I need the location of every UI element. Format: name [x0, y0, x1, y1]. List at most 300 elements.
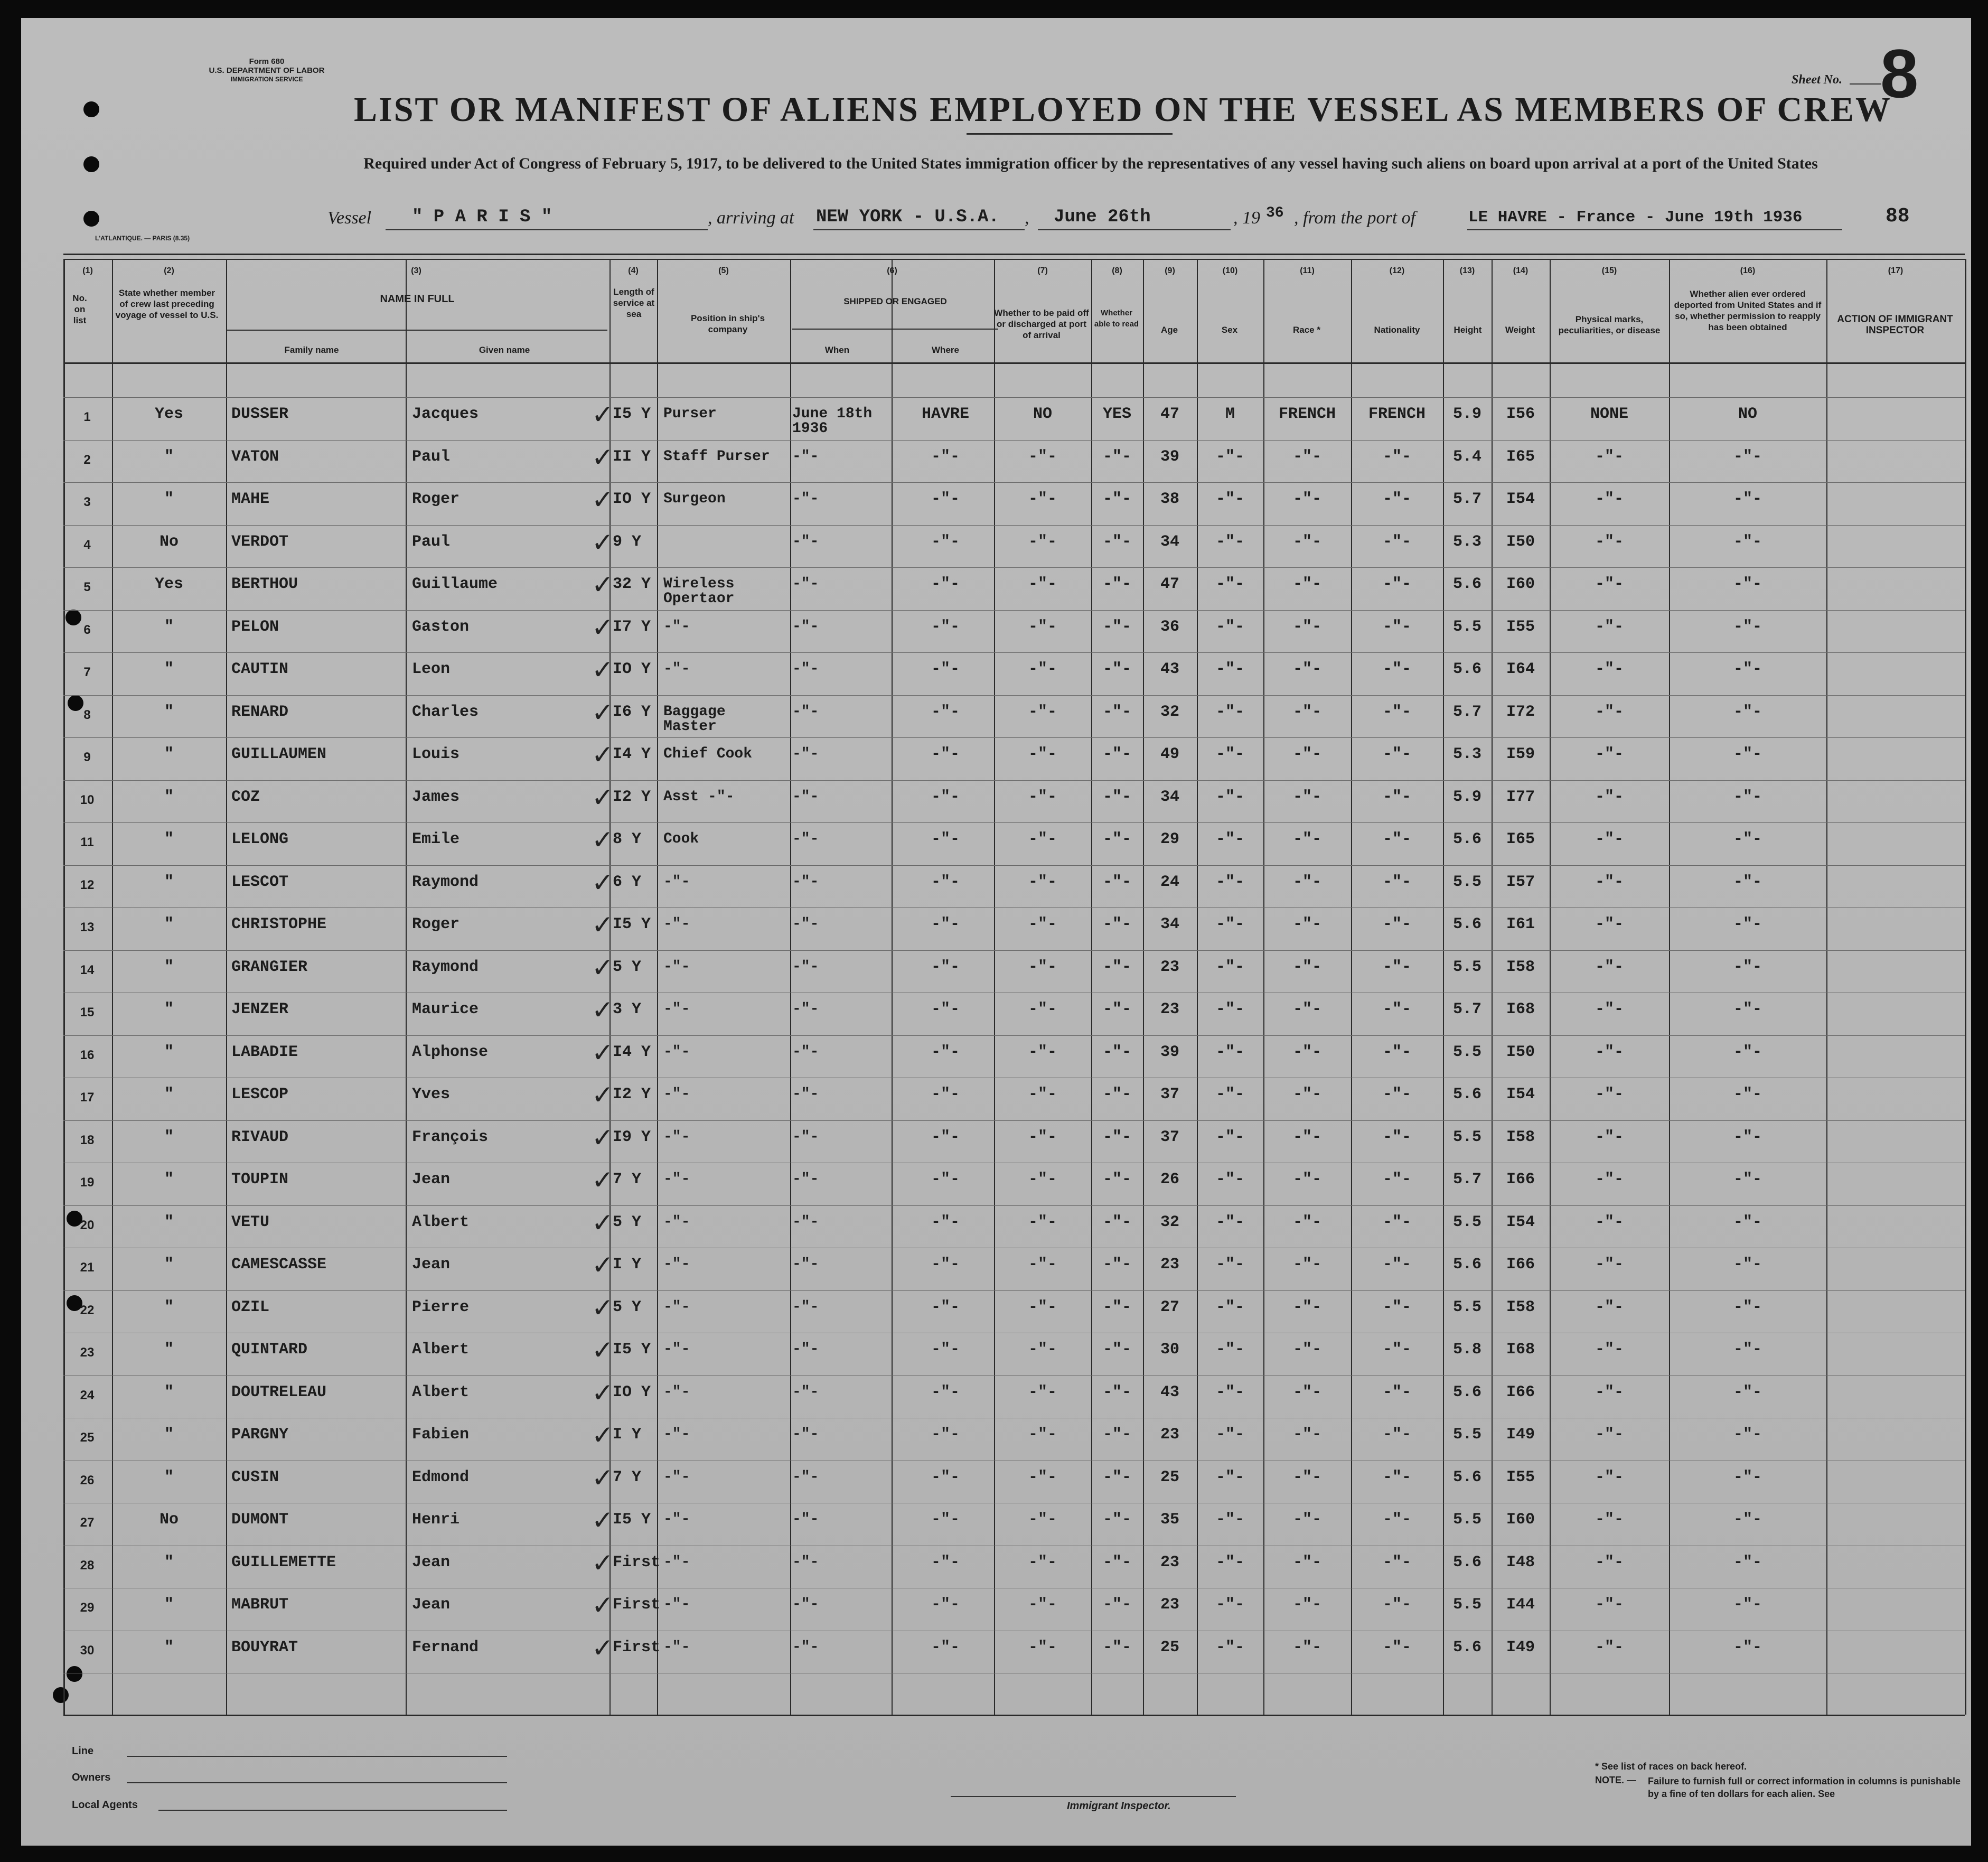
shipped-when-cell: -"-	[792, 1298, 819, 1315]
position-cell: -"-	[663, 1341, 690, 1358]
height-cell: 5.6	[1452, 575, 1481, 593]
position-cell: -"-	[663, 1256, 690, 1272]
deported-cell: -"-	[1733, 617, 1762, 636]
column-rule	[1091, 259, 1092, 1715]
race-cell: -"-	[1292, 1171, 1321, 1189]
row-number: 12	[80, 877, 95, 892]
row-number: 2	[83, 452, 91, 467]
able-to-read-cell: -"-	[1102, 745, 1131, 763]
column-rule	[790, 259, 791, 1715]
able-to-read-cell: -"-	[1102, 1638, 1131, 1657]
header-when: When	[824, 345, 850, 355]
given-name-cell: Jean	[412, 1553, 451, 1571]
position-cell: -"-	[663, 1468, 690, 1485]
height-cell: 5.5	[1452, 958, 1481, 976]
service-length-cell: 3 Y	[613, 1000, 642, 1018]
previous-voyage-cell: "	[164, 1426, 174, 1444]
position-cell: -"-	[663, 1426, 690, 1443]
nationality-cell: -"-	[1382, 1341, 1411, 1359]
nationality-cell: -"-	[1382, 1171, 1411, 1189]
age-cell: 23	[1160, 1256, 1179, 1274]
previous-voyage-cell: "	[164, 873, 174, 891]
height-cell: 5.6	[1452, 1383, 1481, 1401]
paid-off-cell: -"-	[1028, 1213, 1057, 1231]
deported-cell: -"-	[1733, 703, 1762, 721]
checkmark-icon: ✓	[592, 1420, 614, 1451]
height-cell: 5.9	[1452, 405, 1481, 423]
shipped-where-cell: HAVRE	[921, 405, 969, 423]
given-name-cell: James	[412, 788, 460, 806]
shipped-where-cell: -"-	[931, 447, 960, 466]
family-name-cell: GUILLAUMEN	[231, 745, 327, 763]
printer-mark: L'ATLANTIQUE. — PARIS (8.35)	[95, 235, 190, 242]
checkmark-icon: ✓	[592, 910, 614, 940]
height-cell: 5.3	[1452, 745, 1481, 763]
given-name-cell: Jean	[412, 1256, 451, 1274]
race-cell: -"-	[1292, 617, 1321, 636]
paid-off-cell: -"-	[1028, 788, 1057, 806]
position-cell: -"-	[663, 1128, 690, 1145]
able-to-read-cell: YES	[1102, 405, 1131, 423]
family-name-cell: DUSSER	[231, 405, 289, 423]
row-number: 8	[83, 707, 91, 722]
shipped-when-cell: -"-	[792, 1043, 819, 1060]
weight-cell: I50	[1506, 532, 1535, 551]
family-name-cell: CAMESCASSE	[231, 1256, 327, 1274]
family-name-cell: MAHE	[231, 490, 270, 508]
row-rule	[63, 950, 1965, 951]
shipped-where-cell: -"-	[931, 1468, 960, 1486]
shipped-when-cell: -"-	[792, 1171, 819, 1187]
race-cell: -"-	[1292, 1511, 1321, 1529]
column-rule	[112, 259, 113, 1715]
physical-marks-cell: -"-	[1595, 1426, 1624, 1444]
sex-cell: -"-	[1215, 1128, 1244, 1146]
sex-cell: -"-	[1215, 1383, 1244, 1401]
deported-cell: -"-	[1733, 788, 1762, 806]
column-rule	[609, 259, 611, 1715]
race-cell: -"-	[1292, 915, 1321, 933]
nationality-cell: -"-	[1382, 1256, 1411, 1274]
position-cell: -"-	[663, 916, 690, 932]
checkmark-icon: ✓	[592, 1080, 614, 1110]
physical-marks-cell: -"-	[1595, 830, 1624, 848]
service-length-cell: I5 Y	[613, 915, 651, 933]
shipped-where-cell: -"-	[931, 1213, 960, 1231]
deported-cell: -"-	[1733, 1298, 1762, 1316]
age-cell: 37	[1160, 1128, 1179, 1146]
row-number: 16	[80, 1047, 95, 1062]
sex-cell: -"-	[1215, 1341, 1244, 1359]
able-to-read-cell: -"-	[1102, 703, 1131, 721]
age-cell: 32	[1160, 1213, 1179, 1231]
family-name-cell: TOUPIN	[231, 1171, 289, 1189]
paid-off-cell: -"-	[1028, 1171, 1057, 1189]
race-cell: -"-	[1292, 1638, 1321, 1657]
paid-off-cell: -"-	[1028, 1256, 1057, 1274]
form-number: Form 680	[249, 57, 285, 66]
form-id-block	[195, 57, 338, 84]
height-cell: 5.5	[1452, 1043, 1481, 1061]
shipped-when-cell: -"-	[792, 1511, 819, 1528]
previous-voyage-cell: "	[164, 1596, 174, 1614]
shipped-where-cell: -"-	[931, 1256, 960, 1274]
nationality-cell: FRENCH	[1368, 405, 1426, 423]
age-cell: 38	[1160, 490, 1179, 508]
service-length-cell: I2 Y	[613, 788, 651, 806]
sex-cell: -"-	[1215, 958, 1244, 976]
weight-cell: I54	[1506, 1086, 1535, 1103]
race-cell: -"-	[1292, 1000, 1321, 1018]
height-cell: 5.5	[1452, 1213, 1481, 1231]
checkmark-icon: ✓	[592, 612, 614, 643]
deported-cell: -"-	[1733, 1596, 1762, 1614]
weight-cell: I58	[1506, 958, 1535, 976]
shipped-where-cell: -"-	[931, 1553, 960, 1571]
race-cell: -"-	[1292, 788, 1321, 806]
family-name-cell: DUMONT	[231, 1511, 289, 1529]
service-length-cell: I5 Y	[613, 405, 651, 423]
weight-cell: I55	[1506, 617, 1535, 636]
given-name-cell: Guillaume	[412, 575, 498, 593]
deported-cell: -"-	[1733, 1256, 1762, 1274]
shipped-where-cell: -"-	[931, 575, 960, 593]
paid-off-cell: -"-	[1028, 490, 1057, 508]
row-number: 25	[80, 1430, 95, 1445]
race-cell: -"-	[1292, 1043, 1321, 1061]
sex-cell: -"-	[1215, 1511, 1244, 1529]
deported-cell: -"-	[1733, 1553, 1762, 1571]
shipped-where-cell: -"-	[931, 1638, 960, 1657]
nationality-cell: -"-	[1382, 447, 1411, 466]
row-number: 4	[83, 537, 91, 552]
age-cell: 30	[1160, 1341, 1179, 1359]
previous-voyage-cell: "	[164, 703, 174, 721]
header-nationality: Nationality	[1374, 325, 1420, 335]
punch-hole	[67, 1666, 82, 1682]
column-number: (1)	[82, 266, 93, 275]
nationality-cell: -"-	[1382, 660, 1411, 678]
family-name-cell: JENZER	[231, 1000, 289, 1018]
age-cell: 23	[1160, 958, 1179, 976]
position-cell: Baggage Master	[663, 703, 726, 735]
column-number: (9)	[1165, 266, 1175, 275]
able-to-read-cell: -"-	[1102, 873, 1131, 891]
weight-cell: I58	[1506, 1128, 1535, 1146]
previous-voyage-cell: "	[164, 1468, 174, 1486]
checkmark-icon: ✓	[592, 1122, 614, 1153]
race-cell: -"-	[1292, 1256, 1321, 1274]
shipped-where-cell: -"-	[931, 1511, 960, 1529]
column-rule	[1965, 259, 1966, 1715]
age-cell: 34	[1160, 788, 1179, 806]
shipped-where-cell: -"-	[931, 830, 960, 848]
able-to-read-cell: -"-	[1102, 1256, 1131, 1274]
paid-off-cell: -"-	[1028, 1000, 1057, 1018]
deported-cell: -"-	[1733, 447, 1762, 466]
shipped-when-cell: -"-	[792, 1086, 819, 1102]
weight-cell: I56	[1506, 405, 1535, 423]
able-to-read-cell: -"-	[1102, 1468, 1131, 1486]
able-to-read-cell: -"-	[1102, 660, 1131, 678]
service-length-cell: I6 Y	[613, 703, 651, 721]
deported-cell: -"-	[1733, 1043, 1762, 1061]
checkmark-icon: ✓	[592, 654, 614, 685]
column-number: (5)	[718, 266, 729, 275]
age-cell: 36	[1160, 617, 1179, 636]
row-number: 13	[80, 920, 95, 934]
given-name-cell: Fernand	[412, 1638, 479, 1657]
deported-cell: -"-	[1733, 1511, 1762, 1529]
age-cell: 34	[1160, 915, 1179, 933]
height-cell: 5.9	[1452, 788, 1481, 806]
race-cell: -"-	[1292, 1468, 1321, 1486]
age-cell: 23	[1160, 1426, 1179, 1444]
manifest-subtitle: Required under Act of Congress of February 5, 1917, to be delivered to the United States immigration officer by the representatives of any vessel having such aliens on board upon arrival at a port of the United States	[363, 155, 1818, 172]
previous-voyage-cell: "	[164, 830, 174, 848]
service-length-cell: I2 Y	[613, 1086, 651, 1103]
age-cell: 43	[1160, 660, 1179, 678]
race-cell: FRENCH	[1278, 405, 1336, 423]
vessel-name: " P A R I S "	[412, 207, 552, 227]
header-age: Age	[1160, 325, 1178, 335]
previous-voyage-cell: "	[164, 490, 174, 508]
previous-voyage-cell: Yes	[154, 405, 183, 423]
column-rule	[1263, 259, 1264, 1715]
able-to-read-cell: -"-	[1102, 1553, 1131, 1571]
family-name-cell: BOUYRAT	[231, 1638, 298, 1657]
row-number: 15	[80, 1005, 95, 1019]
header-race: Race *	[1293, 325, 1320, 335]
shipped-where-cell: -"-	[931, 1043, 960, 1061]
given-name-cell: Raymond	[412, 958, 479, 976]
header-deported: Whether alien ever ordered deported from United States and if so, whether permission to reapply has been obtained	[1674, 289, 1822, 332]
row-number: 28	[80, 1558, 95, 1573]
checkmark-icon: ✓	[592, 952, 614, 983]
weight-cell: I60	[1506, 1511, 1535, 1529]
shipped-where-cell: -"-	[931, 490, 960, 508]
weight-cell: I54	[1506, 490, 1535, 508]
sex-cell: -"-	[1215, 1596, 1244, 1614]
comma: ,	[1025, 208, 1029, 228]
column-number: (8)	[1112, 266, 1122, 275]
family-name-cell: RIVAUD	[231, 1128, 289, 1146]
able-to-read-cell: -"-	[1102, 915, 1131, 933]
able-to-read-cell: -"-	[1102, 1043, 1131, 1061]
footer-inspector-label: Immigrant Inspector.	[1067, 1800, 1171, 1812]
race-cell: -"-	[1292, 958, 1321, 976]
age-cell: 25	[1160, 1468, 1179, 1486]
previous-voyage-cell: "	[164, 1256, 174, 1274]
family-name-cell: RENARD	[231, 703, 289, 721]
age-cell: 35	[1160, 1511, 1179, 1529]
service-length-cell: 5 Y	[613, 958, 642, 976]
position-cell: Cook	[663, 831, 699, 847]
shipped-when-cell: -"-	[792, 1596, 819, 1613]
checkmark-icon: ✓	[592, 527, 614, 558]
height-cell: 5.6	[1452, 1086, 1481, 1103]
checkmark-icon: ✓	[592, 782, 614, 813]
service-length-cell: I9 Y	[613, 1128, 651, 1146]
weight-cell: I57	[1506, 873, 1535, 891]
checkmark-icon: ✓	[592, 484, 614, 515]
race-cell: -"-	[1292, 490, 1321, 508]
height-cell: 5.5	[1452, 1128, 1481, 1146]
service-length-cell: 5 Y	[613, 1213, 642, 1231]
family-name-cell: LABADIE	[231, 1043, 298, 1061]
service-length-cell: 32 Y	[613, 575, 651, 593]
checkmark-icon: ✓	[592, 1462, 614, 1493]
physical-marks-cell: -"-	[1595, 1596, 1624, 1614]
shipped-where-cell: -"-	[931, 617, 960, 636]
shipped-when-cell: -"-	[792, 958, 819, 975]
row-number: 19	[80, 1175, 95, 1190]
paid-off-cell: -"-	[1028, 660, 1057, 678]
height-cell: 5.6	[1452, 1553, 1481, 1571]
column-number: (16)	[1740, 266, 1756, 275]
paid-off-cell: -"-	[1028, 1128, 1057, 1146]
row-rule	[63, 440, 1965, 441]
nationality-cell: -"-	[1382, 1426, 1411, 1444]
column-rule	[1669, 259, 1670, 1715]
physical-marks-cell: -"-	[1595, 1128, 1624, 1146]
shipped-where-cell: -"-	[931, 915, 960, 933]
header-position: Position in ship's company	[690, 313, 765, 334]
given-name-cell: Roger	[412, 915, 460, 933]
deported-cell: -"-	[1733, 1000, 1762, 1018]
weight-cell: I64	[1506, 660, 1535, 678]
sex-cell: -"-	[1215, 788, 1244, 806]
manifest-title: LIST OR MANIFEST OF ALIENS EMPLOYED ON THE VESSEL AS MEMBERS OF CREW	[354, 90, 1892, 129]
age-cell: 23	[1160, 1596, 1179, 1614]
shipped-when-cell: -"-	[792, 448, 819, 465]
row-rule	[63, 652, 1965, 653]
paid-off-cell: -"-	[1028, 1341, 1057, 1359]
header-sex: Sex	[1221, 325, 1238, 335]
shipped-where-cell: -"-	[931, 1171, 960, 1189]
paid-off-cell: -"-	[1028, 1298, 1057, 1316]
arriving-label: , arriving at	[708, 208, 794, 228]
shipped-when-cell: June 18th 1936	[792, 406, 873, 437]
shipped-when-cell: -"-	[792, 831, 819, 847]
shipped-where-cell: -"-	[931, 1086, 960, 1103]
shipped-when-cell: -"-	[792, 491, 819, 507]
row-number: 9	[83, 750, 91, 764]
able-to-read-cell: -"-	[1102, 1511, 1131, 1529]
age-cell: 27	[1160, 1298, 1179, 1316]
punch-hole	[83, 211, 99, 227]
previous-voyage-cell: "	[164, 617, 174, 636]
weight-cell: I77	[1506, 788, 1535, 806]
checkmark-icon: ✓	[592, 740, 614, 770]
able-to-read-cell: -"-	[1102, 1383, 1131, 1401]
deported-cell: -"-	[1733, 1638, 1762, 1657]
weight-cell: I49	[1506, 1638, 1535, 1657]
shipped-where-cell: -"-	[931, 1000, 960, 1018]
paid-off-cell: -"-	[1028, 447, 1057, 466]
age-cell: 34	[1160, 532, 1179, 551]
shipped-when-cell: -"-	[792, 916, 819, 932]
department: U.S. DEPARTMENT OF LABOR	[209, 66, 325, 75]
column-number: (15)	[1601, 266, 1617, 275]
row-rule	[63, 610, 1965, 611]
age-cell: 43	[1160, 1383, 1179, 1401]
column-number: (3)	[411, 266, 421, 275]
given-name-cell: Fabien	[412, 1426, 470, 1444]
family-name-cell: LESCOP	[231, 1086, 289, 1103]
position-cell: -"-	[663, 1086, 690, 1102]
column-rule	[1197, 259, 1198, 1715]
position-cell: -"-	[663, 1001, 690, 1017]
departure-port: LE HAVRE - France - June 19th 1936	[1468, 208, 1803, 227]
family-name-cell: PARGNY	[231, 1426, 289, 1444]
previous-voyage-cell: "	[164, 660, 174, 678]
footer-line-label: Line	[72, 1745, 94, 1757]
column-rule	[406, 259, 407, 1715]
service-length-cell: 5 Y	[613, 1298, 642, 1316]
family-name-cell: OZIL	[231, 1298, 270, 1316]
physical-marks-cell: -"-	[1595, 703, 1624, 721]
deported-cell: -"-	[1733, 660, 1762, 678]
service-length-cell: I7 Y	[613, 617, 651, 636]
position-cell: Purser	[663, 406, 717, 422]
service-length-cell: First	[613, 1596, 661, 1614]
row-number: 7	[83, 665, 91, 679]
row-number: 30	[80, 1643, 95, 1658]
height-cell: 5.6	[1452, 830, 1481, 848]
position-cell: -"-	[663, 1298, 690, 1315]
shipped-where-cell: -"-	[931, 532, 960, 551]
service: IMMIGRATION SERVICE	[230, 76, 303, 83]
row-number: 5	[83, 580, 91, 594]
paid-off-cell: -"-	[1028, 532, 1057, 551]
header-given: Given name	[479, 345, 530, 355]
position-cell: -"-	[663, 1596, 690, 1613]
column-rule	[1351, 259, 1352, 1715]
height-cell: 5.5	[1452, 617, 1481, 636]
shipped-where-cell: -"-	[931, 1426, 960, 1444]
position-cell: -"-	[663, 873, 690, 890]
height-cell: 5.5	[1452, 1426, 1481, 1444]
row-number: 26	[80, 1473, 95, 1487]
shipped-when-cell: -"-	[792, 1426, 819, 1443]
age-cell: 23	[1160, 1553, 1179, 1571]
vessel-label: Vessel	[327, 208, 372, 228]
column-number: (10)	[1222, 266, 1238, 275]
sex-cell: -"-	[1215, 1553, 1244, 1571]
paid-off-cell: -"-	[1028, 617, 1057, 636]
column-rule	[226, 259, 227, 1715]
family-name-cell: LESCOT	[231, 873, 289, 891]
race-cell: -"-	[1292, 660, 1321, 678]
physical-marks-cell: -"-	[1595, 1383, 1624, 1401]
shipped-when-cell: -"-	[792, 576, 819, 592]
row-number: 10	[80, 792, 95, 807]
physical-marks-cell: NONE	[1590, 405, 1628, 423]
physical-marks-cell: -"-	[1595, 575, 1624, 593]
column-number: (7)	[1037, 266, 1048, 275]
given-name-cell: Albert	[412, 1383, 470, 1401]
paid-off-cell: -"-	[1028, 745, 1057, 763]
nationality-cell: -"-	[1382, 1596, 1411, 1614]
checkmark-icon: ✓	[592, 1632, 614, 1663]
row-number: 3	[83, 495, 91, 509]
family-name-cell: VATON	[231, 447, 279, 466]
row-number: 24	[80, 1388, 95, 1402]
weight-cell: I68	[1506, 1341, 1535, 1359]
weight-cell: I50	[1506, 1043, 1535, 1061]
shipped-where-cell: -"-	[931, 958, 960, 976]
